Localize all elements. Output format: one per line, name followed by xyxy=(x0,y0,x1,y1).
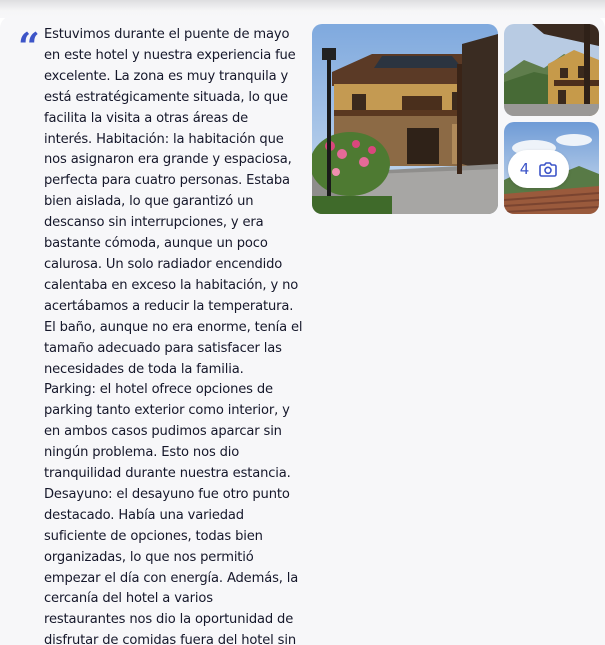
review-line: El baño, aunque no era enorme, tenía el xyxy=(44,319,303,335)
review-line: calurosa. Un solo radiador encendido xyxy=(44,256,283,272)
review-line: destacado. Había una variedad xyxy=(44,507,244,523)
review-line: ningún problema. Esto nos dio xyxy=(44,445,240,461)
review-line: cercanía del hotel a varios xyxy=(44,591,213,607)
review-line: nos asignaron era grande y espaciosa, xyxy=(44,152,292,168)
quote-icon: “ xyxy=(18,24,40,69)
review-line: restaurantes nos dio la oportunidad de xyxy=(44,612,294,628)
review-line: perfecta para cuatro personas. Estaba xyxy=(44,173,290,189)
review-line: descanso sin interrupciones, y era xyxy=(44,215,264,231)
review-line: parking tanto exterior como interior, y xyxy=(44,403,290,419)
review-line: disfrutar de comidas fuera del hotel sin xyxy=(44,633,296,645)
photo-count: 4 xyxy=(519,160,530,178)
review-card xyxy=(0,16,605,645)
review-line: tranquilidad durante nuestra estancia. xyxy=(44,466,291,482)
review-line: bastante cómoda, aunque un poco xyxy=(44,236,268,252)
review-line: Desayuno: el desayuno fue otro punto xyxy=(44,486,290,502)
review-line: tamaño adecuado para satisfacer las xyxy=(44,340,282,356)
camera-icon xyxy=(539,161,557,177)
review-text xyxy=(44,25,303,645)
review-line: calentaba en exceso la habitación, y no xyxy=(44,277,299,293)
review-line: en ambos casos pudimos aparcar sin xyxy=(44,424,282,440)
photo-count-button[interactable] xyxy=(508,150,569,188)
review-line: bien aislada, lo que garantizó un xyxy=(44,194,254,210)
review-line: necesidades de toda la familia. xyxy=(44,361,244,377)
review-photo-main[interactable] xyxy=(312,24,498,214)
hotel-courtyard-photo xyxy=(312,24,498,214)
review-line: facilita la visita a otras áreas de xyxy=(44,110,249,126)
hotel-exterior-photo xyxy=(504,24,599,116)
review-line: está estratégicamente situada, lo que xyxy=(44,89,288,105)
review-line: empezar el día con energía. Además, la xyxy=(44,570,299,586)
review-line: suficiente de opciones, todas bien xyxy=(44,528,263,544)
review-line: Parking: el hotel ofrece opciones de xyxy=(44,382,273,398)
review-line: en este hotel y nuestra experiencia fue xyxy=(44,47,296,63)
review-line: acertábamos a reducir la temperatura. xyxy=(44,298,294,314)
review-photo-2[interactable] xyxy=(504,24,599,116)
review-line: excelente. La zona es muy tranquila y xyxy=(44,68,289,84)
review-line: organizadas, lo que nos permitió xyxy=(44,549,254,565)
review-line: Estuvimos durante el puente de mayo xyxy=(44,27,290,42)
review-line: interés. Habitación: la habitación que xyxy=(44,131,284,147)
